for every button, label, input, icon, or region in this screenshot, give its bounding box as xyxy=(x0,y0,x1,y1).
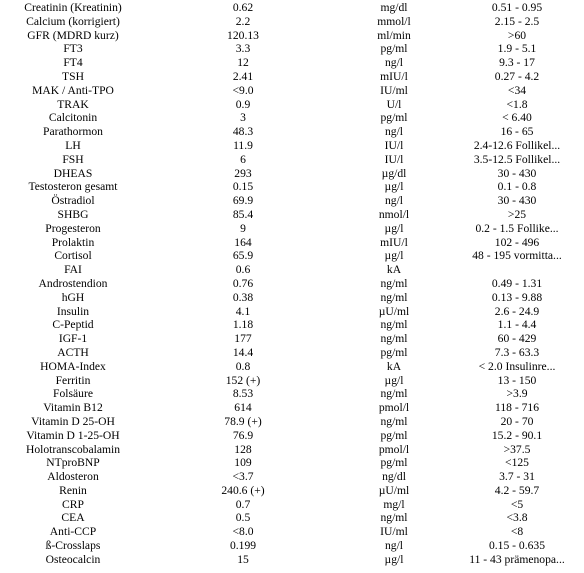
test-unit: mg/dl xyxy=(380,1,408,14)
reference-range: <3.8 xyxy=(506,511,528,525)
test-value: 3 xyxy=(240,111,246,125)
table-row xyxy=(0,29,584,43)
reference-range: 0.51 - 0.95 xyxy=(491,1,543,14)
test-unit: µg/l xyxy=(384,221,404,235)
test-unit: µg/l xyxy=(384,552,404,566)
table-row xyxy=(0,98,584,112)
test-name: Östradiol xyxy=(51,194,95,208)
table-row xyxy=(0,263,584,277)
test-name: CEA xyxy=(61,511,85,525)
table-row xyxy=(0,553,584,567)
test-unit: pmol/l xyxy=(378,442,410,456)
test-value: 240.6 (+) xyxy=(221,483,265,497)
test-value: 65.9 xyxy=(232,249,254,263)
test-unit: IU/ml xyxy=(380,83,408,97)
test-unit: ng/l xyxy=(384,539,404,553)
test-value: 128 xyxy=(234,442,252,456)
test-unit: ng/ml xyxy=(380,318,408,332)
test-name: Anti-CCP xyxy=(49,525,97,539)
table-row xyxy=(0,139,584,153)
reference-range: 30 - 430 xyxy=(497,194,537,208)
test-unit: ng/ml xyxy=(380,276,408,290)
test-unit: ng/dl xyxy=(382,470,406,484)
table-row xyxy=(0,360,584,374)
test-unit: ng/l xyxy=(384,56,404,70)
table-row xyxy=(0,111,584,125)
table-row xyxy=(0,180,584,194)
test-unit: ng/ml xyxy=(380,290,408,304)
test-value: 109 xyxy=(234,456,252,470)
test-name: FAI xyxy=(64,263,82,277)
test-unit: µg/l xyxy=(384,249,404,263)
table-row xyxy=(0,443,584,457)
test-value: 14.4 xyxy=(232,345,254,359)
test-value: 164 xyxy=(234,235,252,249)
test-name: FT4 xyxy=(63,56,83,70)
reference-range: 0.49 - 1.31 xyxy=(491,276,543,290)
table-row xyxy=(0,470,584,484)
test-value: 0.5 xyxy=(235,511,251,525)
test-unit: pmol/l xyxy=(378,401,410,415)
reference-range: 0.27 - 4.2 xyxy=(494,69,540,83)
test-value: 0.7 xyxy=(235,497,251,511)
test-value: 152 (+) xyxy=(225,373,261,387)
table-row xyxy=(0,305,584,319)
table-row xyxy=(0,56,584,70)
table-row xyxy=(0,42,584,56)
test-name: MAK / Anti-TPO xyxy=(32,83,114,97)
reference-range: 60 - 429 xyxy=(497,332,537,346)
test-unit: µU/ml xyxy=(378,304,410,318)
table-row xyxy=(0,194,584,208)
test-unit: µg/dl xyxy=(381,166,407,180)
table-row xyxy=(0,511,584,525)
reference-range: < 6.40 xyxy=(502,111,532,125)
test-unit: µg/l xyxy=(384,373,404,387)
reference-range: 1.1 - 4.4 xyxy=(497,318,537,332)
table-row xyxy=(0,125,584,139)
test-unit: kA xyxy=(386,263,402,277)
test-value: 69.9 xyxy=(232,194,254,208)
test-value: 0.9 xyxy=(235,97,251,111)
reference-range: 2.15 - 2.5 xyxy=(494,14,540,28)
test-value: 1.18 xyxy=(232,318,254,332)
reference-range: 0.15 - 0.635 xyxy=(488,539,546,553)
table-row xyxy=(0,401,584,415)
table-row xyxy=(0,539,584,553)
test-name: Osteocalcin xyxy=(45,552,101,566)
test-unit: mg/l xyxy=(383,497,405,511)
test-unit: pg/ml xyxy=(380,456,408,470)
reference-range: 3.5-12.5 Follikel... xyxy=(473,152,561,166)
test-value: 15 xyxy=(237,552,249,566)
table-row xyxy=(0,484,584,498)
reference-range: 9.3 - 17 xyxy=(499,56,535,70)
test-name: FT3 xyxy=(63,42,83,56)
reference-range: 48 - 195 vormitta... xyxy=(472,249,562,263)
test-value: 8.53 xyxy=(232,387,254,401)
test-name: TRAK xyxy=(57,97,89,111)
test-name: Androstendion xyxy=(38,276,108,290)
table-row xyxy=(0,456,584,470)
test-value: 76.9 xyxy=(232,428,254,442)
test-name: Ferritin xyxy=(55,373,91,387)
test-unit: ng/ml xyxy=(380,387,408,401)
test-value: 0.6 xyxy=(235,263,251,277)
reference-range: <125 xyxy=(505,456,529,470)
test-unit: mmol/l xyxy=(377,14,411,28)
reference-range: <8 xyxy=(510,525,524,539)
test-unit: ng/l xyxy=(384,125,404,139)
test-unit: IU/l xyxy=(384,138,404,152)
test-value: 78.9 (+) xyxy=(224,414,262,428)
table-row xyxy=(0,346,584,360)
test-name: SHBG xyxy=(57,207,89,221)
test-name: Calcium (korrigiert) xyxy=(26,14,120,28)
test-name: Parathormon xyxy=(43,125,103,139)
reference-range: < 2.0 Insulinre... xyxy=(478,359,556,373)
test-name: NTproBNP xyxy=(46,456,100,470)
test-name: Vitamin B12 xyxy=(43,401,103,415)
table-row xyxy=(0,291,584,305)
table-row xyxy=(0,222,584,236)
test-name: hGH xyxy=(61,290,85,304)
test-value: 12 xyxy=(237,56,249,70)
test-name: DHEAS xyxy=(53,166,93,180)
test-unit: mIU/l xyxy=(380,235,408,249)
table-row xyxy=(0,277,584,291)
table-row xyxy=(0,153,584,167)
test-value: 0.8 xyxy=(235,359,251,373)
reference-range: 102 - 496 xyxy=(494,235,540,249)
reference-range: >3.9 xyxy=(506,387,528,401)
test-value: <9.0 xyxy=(232,83,254,97)
table-row xyxy=(0,525,584,539)
reference-range: 3.7 - 31 xyxy=(499,470,535,484)
test-name: IGF-1 xyxy=(58,332,88,346)
test-unit: ml/min xyxy=(377,28,411,42)
test-name: Aldosteron xyxy=(47,470,99,484)
reference-range: >37.5 xyxy=(503,442,531,456)
reference-range: 118 - 716 xyxy=(494,401,539,415)
test-value: 0.76 xyxy=(232,276,254,290)
test-name: TSH xyxy=(62,69,84,83)
reference-range: 7.3 - 63.3 xyxy=(494,345,540,359)
table-row xyxy=(0,387,584,401)
reference-range: <34 xyxy=(507,83,527,97)
test-value: 120.13 xyxy=(227,28,259,42)
test-value: 9 xyxy=(240,221,246,235)
table-row xyxy=(0,249,584,263)
test-unit: kA xyxy=(386,359,402,373)
test-value: 0.62 xyxy=(232,1,254,14)
reference-range: 15.2 - 90.1 xyxy=(491,428,543,442)
table-row xyxy=(0,167,584,181)
test-name: Progesteron xyxy=(45,221,101,235)
reference-range: 2.4-12.6 Follikel... xyxy=(473,138,561,152)
reference-range: 16 - 65 xyxy=(500,125,534,139)
table-row xyxy=(0,15,584,29)
test-name: Renin xyxy=(59,483,87,497)
reference-range: <5 xyxy=(510,497,524,511)
reference-range: 0.1 - 0.8 xyxy=(497,180,537,194)
reference-range: 0.2 - 1.5 Follike... xyxy=(475,221,559,235)
table-row xyxy=(0,318,584,332)
reference-range: 2.6 - 24.9 xyxy=(494,304,540,318)
test-name: ACTH xyxy=(57,345,89,359)
test-value: 11.9 xyxy=(233,138,253,152)
test-unit: µg/l xyxy=(384,180,404,194)
table-row xyxy=(0,70,584,84)
reference-range: 13 - 150 xyxy=(497,373,537,387)
test-name: FSH xyxy=(62,152,84,166)
test-value: <8.0 xyxy=(232,525,254,539)
test-value: <3.7 xyxy=(232,470,254,484)
test-name: CRP xyxy=(62,497,84,511)
test-unit: ng/ml xyxy=(380,414,408,428)
test-name: Holotranscobalamin xyxy=(25,442,120,456)
test-value: 0.15 xyxy=(232,180,254,194)
test-name: Folsäure xyxy=(53,387,93,401)
table-row xyxy=(0,236,584,250)
test-name: HOMA-Index xyxy=(40,359,106,373)
reference-range: >25 xyxy=(507,207,527,221)
test-unit: ng/l xyxy=(384,194,404,208)
test-value: 293 xyxy=(234,166,252,180)
reference-range: <1.8 xyxy=(506,97,528,111)
reference-range: 0.13 - 9.88 xyxy=(491,290,543,304)
test-name: C-Peptid xyxy=(52,318,94,332)
test-value: 6 xyxy=(240,152,246,166)
table-row xyxy=(0,84,584,98)
reference-range: 20 - 70 xyxy=(500,414,534,428)
table-row xyxy=(0,208,584,222)
test-value: 2.2 xyxy=(235,14,251,28)
test-unit: U/l xyxy=(386,97,402,111)
table-row xyxy=(0,374,584,388)
test-unit: IU/ml xyxy=(380,525,408,539)
test-unit: nmol/l xyxy=(378,207,410,221)
test-name: Insulin xyxy=(56,304,90,318)
test-unit: pg/ml xyxy=(380,42,408,56)
reference-range: 11 - 43 prämenopa... xyxy=(469,552,565,566)
test-value: 48.3 xyxy=(232,125,254,139)
test-name: Calcitonin xyxy=(48,111,98,125)
table-row xyxy=(0,498,584,512)
table-row xyxy=(0,332,584,346)
test-name: Vitamin D 25-OH xyxy=(31,414,115,428)
test-value: 3.3 xyxy=(235,42,251,56)
test-value: 177 xyxy=(234,332,252,346)
lab-results-table xyxy=(0,1,584,567)
reference-range: 30 - 430 xyxy=(497,166,537,180)
test-name: Prolaktin xyxy=(51,235,95,249)
test-name: Creatinin (Kreatinin) xyxy=(24,1,122,14)
test-value: 0.38 xyxy=(232,290,254,304)
test-unit: ng/ml xyxy=(380,511,408,525)
reference-range: 1.9 - 5.1 xyxy=(497,42,537,56)
test-value: 2.41 xyxy=(232,69,254,83)
table-row xyxy=(0,1,584,15)
test-unit: pg/ml xyxy=(380,345,408,359)
test-name: GFR (MDRD kurz) xyxy=(27,28,119,42)
test-name: Vitamin D 1-25-OH xyxy=(26,428,120,442)
reference-range: >60 xyxy=(507,28,527,42)
test-unit: IU/l xyxy=(384,152,404,166)
test-unit: µU/ml xyxy=(378,483,410,497)
test-unit: pg/ml xyxy=(380,111,408,125)
test-name: Cortisol xyxy=(54,249,92,263)
test-value: 0.199 xyxy=(229,539,257,553)
test-value: 614 xyxy=(234,401,252,415)
test-name: Testosteron gesamt xyxy=(28,180,118,194)
test-value: 4.1 xyxy=(235,304,251,318)
test-value: 85.4 xyxy=(232,207,254,221)
test-unit: mIU/l xyxy=(380,69,408,83)
test-name: ß-Crosslaps xyxy=(45,539,101,553)
table-row xyxy=(0,415,584,429)
test-unit: ng/ml xyxy=(380,332,408,346)
table-row xyxy=(0,429,584,443)
test-name: LH xyxy=(65,138,81,152)
test-unit: pg/ml xyxy=(380,428,408,442)
reference-range: 4.2 - 59.7 xyxy=(494,483,540,497)
